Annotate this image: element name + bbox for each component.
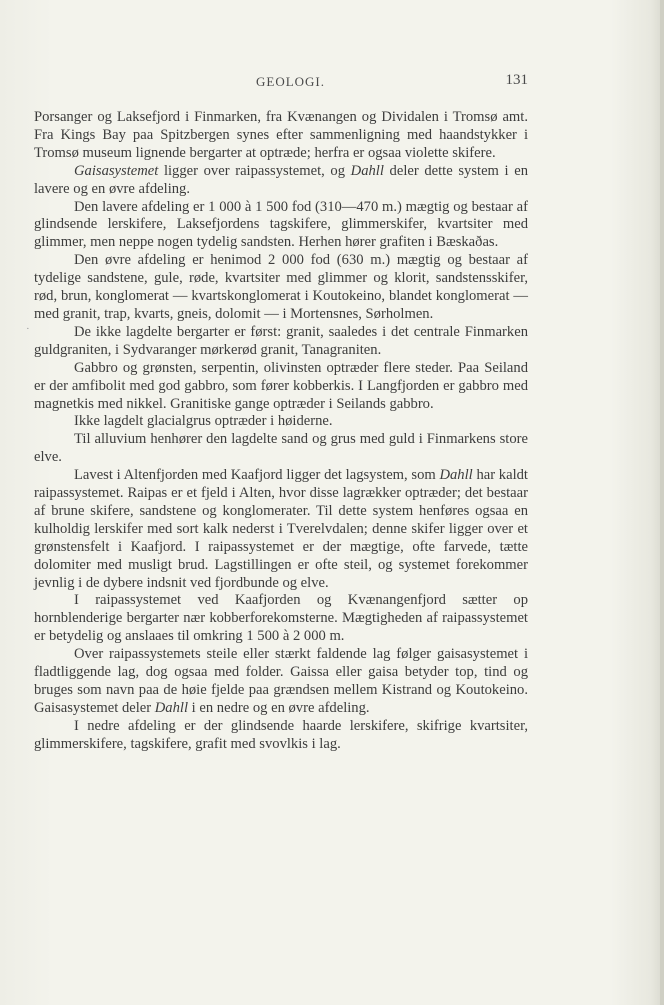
running-title: GEOLOGI. — [256, 74, 326, 89]
paragraph-6 — [34, 360, 528, 414]
paragraph-10 — [34, 592, 528, 646]
paragraph-text: har kaldt raipassystemet. Raipas er et fjeld i Alten, hvor disse lagrækker optræder; det bestaar af brune skifere, sandstene og konglomerater. Til dette system henføres ogsaa en kulholdig lerskifer med sort kalk nederst i Tverelvdalen; denne skifer ligger over et grønstensfelt i Kaafjord. I raipassystemet er der mægtige, ofte farvede, tætte dolomiter med musligt brud. Lagstillingen er ofte steil, og systemet forekommer jevnlig i de dybere indsnit ved fjordbunde og elve. — [34, 467, 528, 591]
paragraph-8 — [34, 431, 528, 467]
paragraph-text: Den øvre afdeling er henimod 2 000 fod (630 m.) mægtig og bestaar af tydelige sandstene, gule, røde, kvartsiter med glimmer og klorit, sandstensskifer, rød, brun, konglomerat — kvartskonglomerat i Koutokeino, blandet konglomerat — med granit, trap, kvarts, gneis, dolomit — i Mortensnes, Sørholmen. — [34, 252, 528, 322]
paragraph-3 — [34, 199, 528, 253]
paragraph-12 — [34, 718, 528, 754]
italic-term: Gaisasystemet — [74, 162, 159, 179]
paragraph-text: Gabbro og grønsten, serpentin, olivinsten optræder flere steder. Paa Seiland er der amfibolit med god gabbro, som fører kobberkis. I Langfjorden er gabbro med magnetkis med nikkel. Granitiske gange optræder i Seilands gabbro. — [34, 359, 528, 412]
paragraph-4 — [34, 252, 528, 324]
paragraph-text: i en nedre og en øvre afdeling. — [188, 699, 370, 716]
italic-author: Dahll — [350, 162, 384, 179]
paragraph-text: Til alluvium henhører den lagdelte sand og grus med guld i Finmarkens store elve. — [34, 431, 528, 466]
paragraph-text: ligger over raipassystemet, og — [158, 162, 351, 179]
paragraph-11 — [34, 646, 528, 718]
paragraph-text: Lavest i Altenfjorden med Kaafjord ligger det lagsystem, som — [74, 467, 440, 484]
paragraph-1 — [34, 109, 528, 163]
paragraph-2 — [34, 163, 528, 199]
paragraph-text: Porsanger og Laksefjord i Finmarken, fra Kvænangen og Dividalen i Tromsø amt. Fra Kings Bay paa Spitzbergen synes efter sammenligning med haandstykker i Tromsø museum lignende bergarter at optræde; herfra er ogsaa violette skifere. — [34, 109, 528, 161]
paragraph-text: I raipassystemet ved Kaafjorden og Kvænangenfjord sætter op hornblenderige bergarter nær kobberforekomsterne. Mægtigheden af raipassystemet er betydelig og anslaaes til omkring 1 500 à 2 000 m. — [34, 592, 528, 645]
paragraph-text: Over raipassystemets steile eller stærkt faldende lag følger gaisasystemet i fladtliggende lag, dog ogsaa med folder. Gaissa eller gaisa betyder top, tind og bruges som navn paa de høie fjelde paa grændsen mellem Kistrand og Koutokeino. Gaisasystemet deler — [34, 646, 528, 716]
paragraph-text: deler dette system i en lavere og en øvre afdeling. — [34, 162, 529, 197]
italic-author: Dahll — [439, 467, 473, 484]
paragraph-text: De ikke lagdelte bergarter er først: granit, saaledes i det centrale Finmarken guldgraniten, i Sydvaranger mørkerød granit, Tanagraniten. — [34, 323, 528, 358]
page-edge-shadow — [660, 0, 664, 1005]
page-number: 131 — [505, 72, 528, 88]
paragraph-9 — [34, 467, 528, 592]
paragraph-text: Den lavere afdeling er 1 000 à 1 500 fod (310—470 m.) mægtig og bestaar af glindsende lerskifere, Laksefjordens tagskifere, glimmerskifer, kvartsiter med glimmer, men neppe nogen tydelig sandsten. Herhen hører grafiten i Bæskaðas. — [34, 198, 528, 251]
margin-dot: · — [26, 323, 30, 335]
paragraph-7 — [34, 413, 528, 431]
paragraph-5 — [34, 324, 528, 360]
body-text — [34, 109, 528, 754]
paragraph-text: Ikke lagdelt glacialgrus optræder i høiderne. — [74, 413, 333, 430]
italic-author: Dahll — [154, 699, 189, 716]
running-header — [34, 74, 528, 96]
paragraph-text: I nedre afdeling er der glindsende haarde lerskifere, skifrige kvartsiter, glimmerskifere, tagskifere, grafit med svovlkis i lag. — [34, 717, 528, 752]
